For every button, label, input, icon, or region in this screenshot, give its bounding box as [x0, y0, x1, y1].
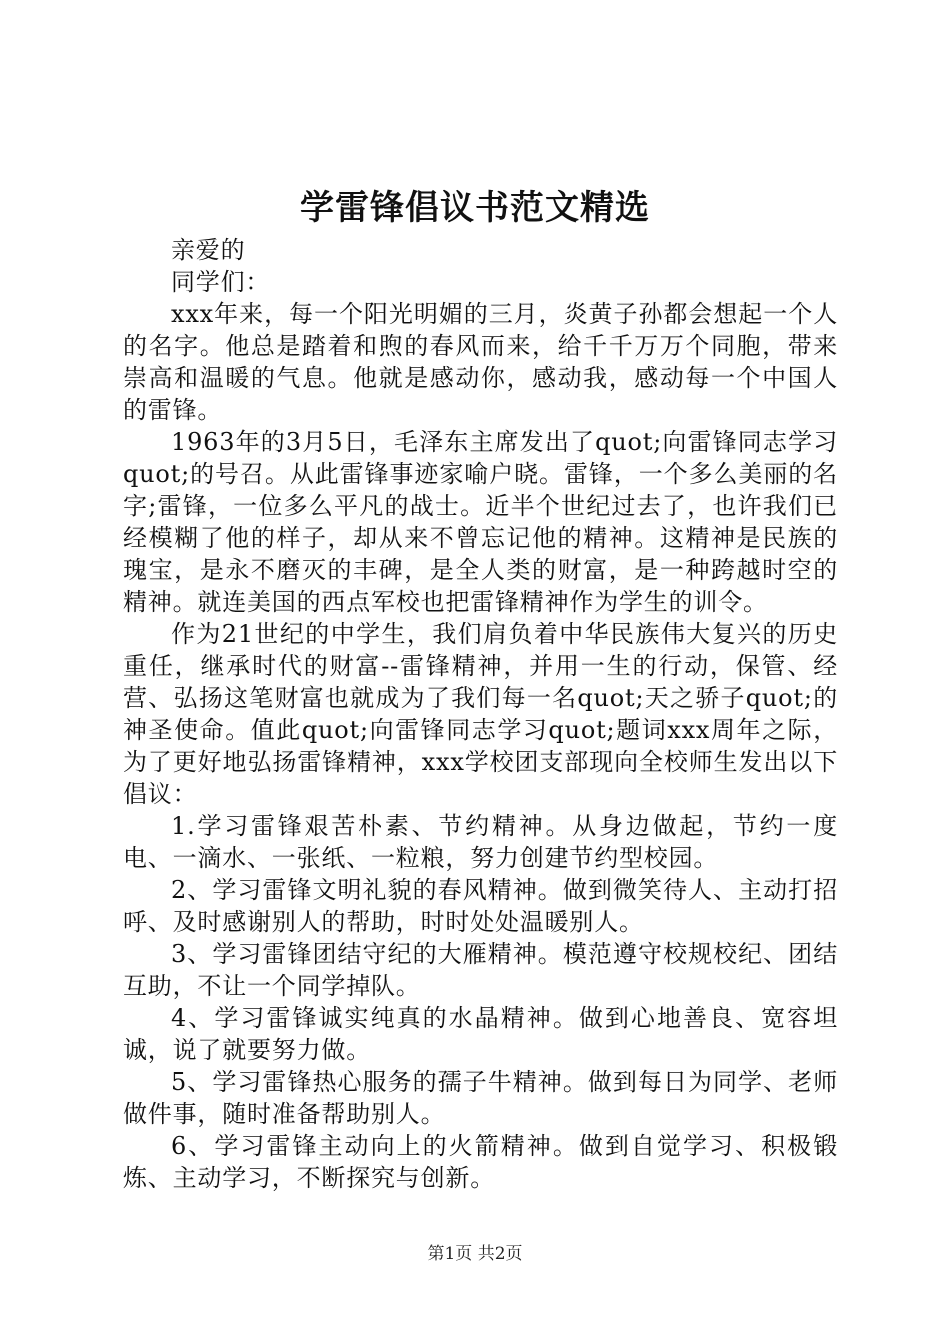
- paragraph-call: 作为21世纪的中学生，我们肩负着中华民族伟大复兴的历史重任，继承时代的财富--雷锋精神，并用一生的行动，保管、经营、弘扬这笔财富也就成为了我们每一名quot;天之骄子quot;的神圣使命。值此quot;向雷锋同志学习quot;题词xxx周年之际，为了更好地弘扬雷锋精神，xxx学校团支部现向全校师生发出以下倡议：: [123, 620, 838, 808]
- paragraph-history: 1963年的3月5日，毛泽东主席发出了quot;向雷锋同志学习quot;的号召。从此雷锋事迹家喻户晓。雷锋，一个多么美丽的名字;雷锋，一位多么平凡的战士。近半个世纪过去了，也许我们已经模糊了他的样子，却从来不曾忘记他的精神。这精神是民族的瑰宝，是永不磨灭的丰碑，是全人类的财富，是一种跨越时空的精神。就连美国的西点军校也把雷锋精神作为学生的训令。: [123, 428, 838, 616]
- proposal-item-1: 1.学习雷锋艰苦朴素、节约精神。从身边做起，节约一度电、一滴水、一张纸、一粒粮，努力创建节约型校园。: [123, 812, 838, 872]
- salutation-line-2: 同学们：: [171, 268, 271, 296]
- page-number: 第1页 共2页: [427, 1244, 523, 1264]
- proposal-item-5: 5、学习雷锋热心服务的孺子牛精神。做到每日为同学、老师做件事，随时准备帮助别人。: [123, 1068, 838, 1128]
- proposal-item-3: 3、学习雷锋团结守纪的大雁精神。模范遵守校规校纪、团结互助，不让一个同学掉队。: [123, 940, 838, 1000]
- document-title: 学雷锋倡议书范文精选: [300, 188, 650, 228]
- proposal-item-6: 6、学习雷锋主动向上的火箭精神。做到自觉学习、积极锻炼、主动学习，不断探究与创新。: [123, 1132, 838, 1192]
- document-body: [123, 234, 838, 1194]
- paragraph-intro: xxx年来，每一个阳光明媚的三月，炎黄子孙都会想起一个人的名字。他总是踏着和煦的春风而来，给千千万万个同胞，带来崇高和温暖的气息。他就是感动你，感动我，感动每一个中国人的雷锋。: [123, 300, 838, 424]
- salutation-line-1: 亲爱的: [171, 236, 246, 264]
- proposal-item-4: 4、学习雷锋诚实纯真的水晶精神。做到心地善良、宽容坦诚，说了就要努力做。: [123, 1004, 838, 1064]
- proposal-item-2: 2、学习雷锋文明礼貌的春风精神。做到微笑待人、主动打招呼、及时感谢别人的帮助，时时处处温暖别人。: [123, 876, 838, 936]
